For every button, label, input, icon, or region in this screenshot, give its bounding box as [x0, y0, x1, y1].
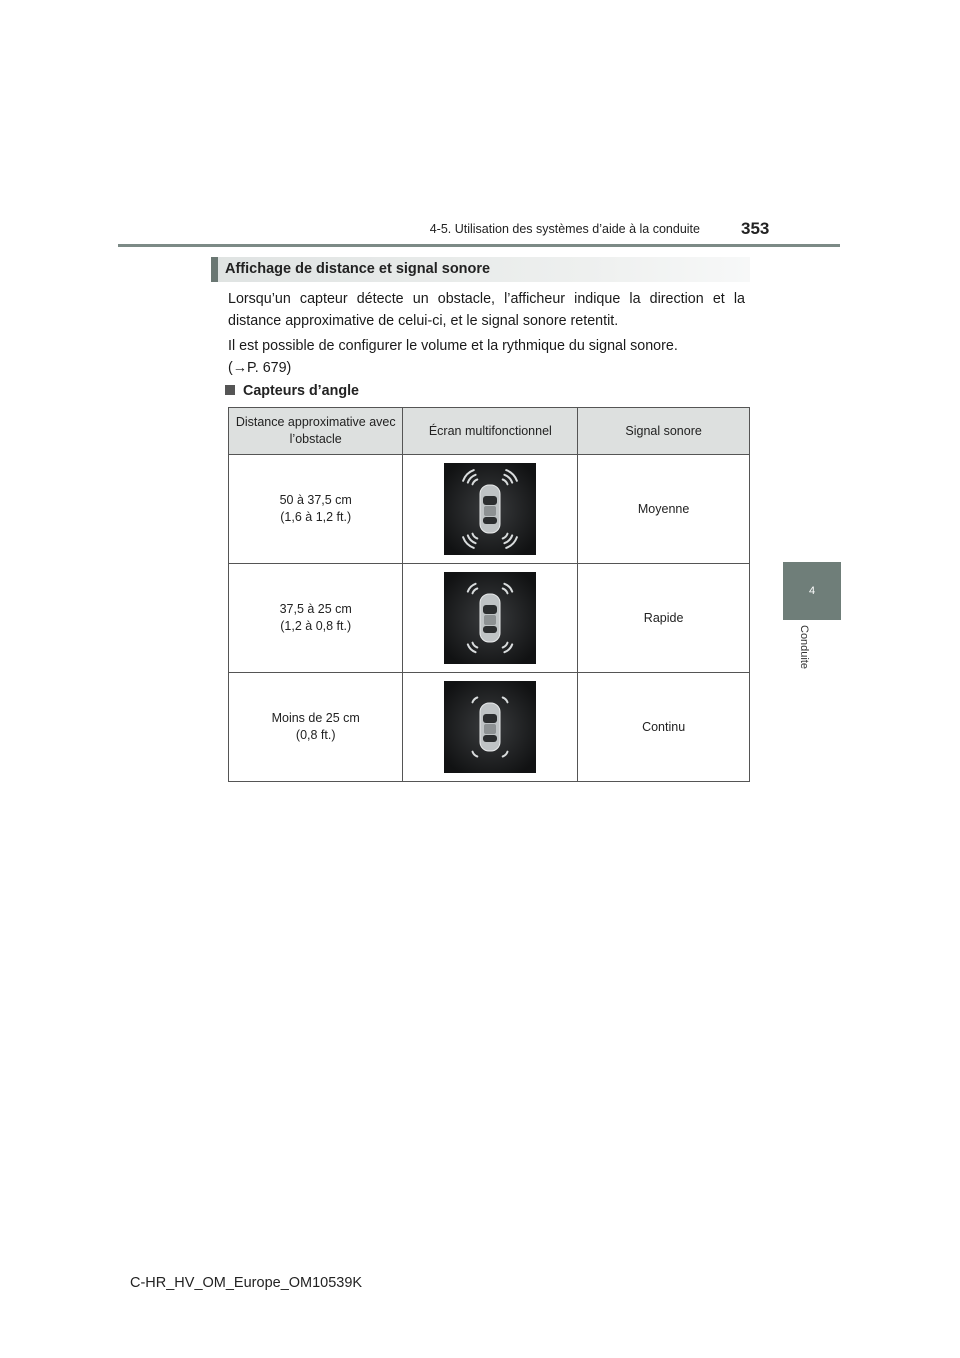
section-title: Affichage de distance et signal sonore	[225, 261, 491, 277]
table-header-row	[229, 408, 750, 455]
config-paragraph: Il est possible de configurer le volume et la rythmique du signal sonore.	[228, 338, 678, 354]
table-row	[229, 673, 750, 782]
header-distance: Distance approximative avec l’obstacle	[229, 408, 403, 455]
intro-paragraph: Lorsqu’un capteur détecte un obstacle, l’afficheur indique la direction et la distance approximative de celui-ci, et le signal sonore retentit.	[228, 291, 745, 329]
document-code: C-HR_HV_OM_Europe_OM10539K	[130, 1275, 363, 1291]
section-accent	[211, 257, 218, 282]
header-screen: Écran multifonctionnel	[403, 408, 578, 455]
distance-imperial: (0,8 ft.)	[295, 728, 336, 742]
subheading	[225, 383, 359, 399]
table-row	[229, 564, 750, 673]
page-number: 353	[741, 219, 770, 238]
square-bullet-icon	[225, 385, 235, 395]
signal-cell: Continu	[578, 673, 750, 782]
multi-display-car-icon	[444, 681, 536, 773]
screen-cell	[403, 564, 578, 673]
distance-metric: Moins de 25 cm	[271, 711, 360, 725]
header-signal: Signal sonore	[578, 408, 750, 455]
running-header: 4-5. Utilisation des systèmes d’aide à la conduite	[429, 222, 700, 236]
distance-cell	[229, 564, 403, 673]
multi-display-car-icon	[444, 463, 536, 555]
chapter-label: Conduite	[798, 625, 810, 670]
distance-cell	[229, 455, 403, 564]
distance-imperial: (1,6 à 1,2 ft.)	[280, 510, 352, 524]
table-row	[229, 455, 750, 564]
distance-metric: 50 à 37,5 cm	[279, 493, 352, 507]
multi-display-car-icon	[444, 572, 536, 664]
sensor-table	[228, 407, 750, 782]
distance-imperial: (1,2 à 0,8 ft.)	[280, 619, 352, 633]
signal-cell: Rapide	[578, 564, 750, 673]
signal-cell: Moyenne	[578, 455, 750, 564]
screen-cell	[403, 673, 578, 782]
page-reference: (→P. 679)	[228, 360, 292, 376]
chapter-tab[interactable]: 4	[783, 562, 841, 620]
distance-metric: 37,5 à 25 cm	[279, 602, 352, 616]
screen-cell	[403, 455, 578, 564]
header-rule	[118, 244, 840, 247]
subheading-text: Capteurs d’angle	[243, 383, 359, 399]
distance-cell	[229, 673, 403, 782]
section-heading-bar	[211, 257, 750, 282]
